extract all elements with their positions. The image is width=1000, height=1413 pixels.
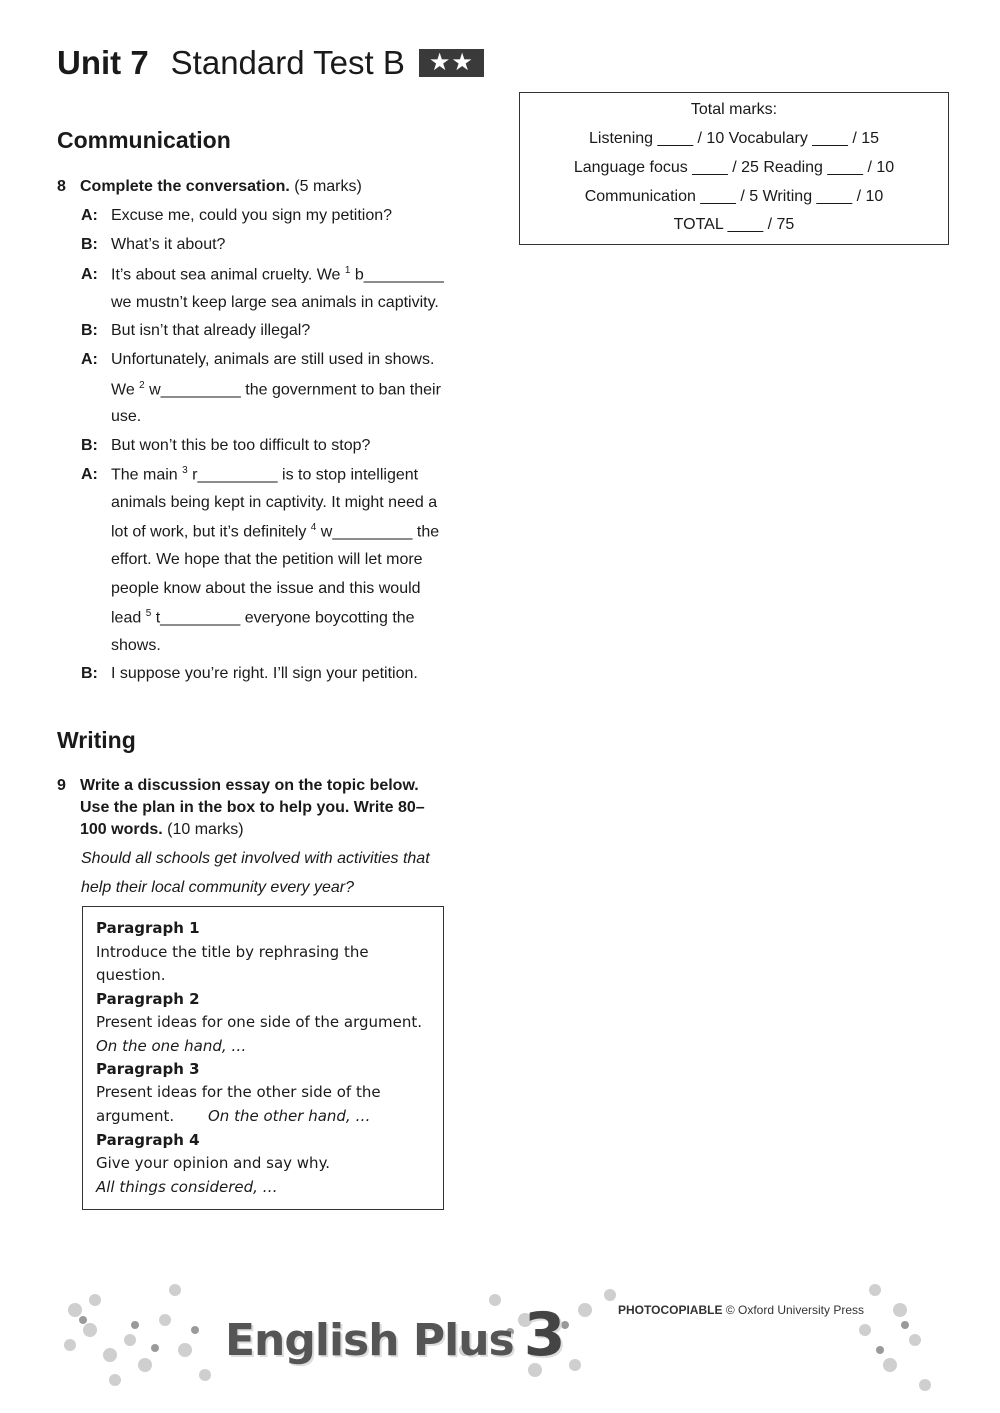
speaker-label: A:	[81, 351, 98, 368]
line-text: lot of work, but it’s definitely	[111, 523, 311, 541]
speaker-label: B:	[81, 322, 98, 339]
speaker-label: A:	[81, 266, 98, 284]
marks-row-3: Communication ____ / 5 Writing ____ / 10	[584, 188, 884, 205]
line-text: Unfortunately, animals are still used in shows.	[111, 351, 435, 368]
conversation-line	[111, 580, 421, 598]
question-instruction: Complete the conversation. (5 marks)	[80, 178, 362, 195]
conversation-line	[81, 351, 434, 369]
line-text: use.	[111, 408, 142, 425]
gap-blank-text: b_________	[350, 266, 444, 284]
paragraph-3-heading: Paragraph 3	[96, 1060, 200, 1078]
conversation-line	[111, 551, 423, 569]
gap-number: 3	[182, 465, 188, 476]
copyright-notice: PHOTOCOPIABLE © Oxford University Press	[618, 1303, 865, 1317]
conversation-line	[81, 665, 418, 683]
paragraph-3-line-1: Present ideas for the other side of the	[96, 1083, 381, 1101]
conversation-line	[111, 294, 439, 312]
question-instruction-line-3: 100 words. (10 marks)	[80, 821, 244, 838]
conversation-line	[111, 408, 141, 426]
conversation-line	[111, 494, 437, 512]
question-number: 8	[57, 178, 66, 195]
gap-number: 1	[344, 265, 351, 276]
paragraph-2-line-1: Present ideas for one side of the argument.	[96, 1013, 423, 1031]
line-text: But won’t this be too difficult to stop?	[111, 437, 371, 454]
conversation-line	[111, 522, 439, 541]
paragraph-3-line-2: argument. On the other hand, …	[96, 1107, 371, 1125]
conversation-line	[111, 637, 161, 655]
speaker-label: B:	[81, 236, 98, 253]
gap-blank-text: t_________ everyone boycotting the	[151, 609, 415, 627]
gap-blank-text: w_________ the government to ban their	[144, 381, 441, 399]
essay-topic-line-1: Should all schools get involved with activities that	[81, 850, 430, 867]
line-text: effort. We hope that the petition will let more	[111, 551, 423, 568]
essay-topic-line-2: help their local community every year?	[81, 879, 355, 896]
conversation-line	[111, 380, 441, 399]
marks-total: TOTAL ____ / 75	[673, 216, 795, 233]
line-text: What’s it about?	[111, 236, 226, 253]
gap-number: 4	[310, 522, 317, 533]
conversation-line	[81, 465, 418, 484]
conversation-line	[81, 437, 370, 455]
marks-row-2: Language focus ____ / 25 Reading ____ / 10	[573, 159, 895, 176]
line-text: people know about the issue and this would	[111, 580, 421, 597]
speaker-label: A:	[81, 466, 98, 484]
paragraph-2-heading: Paragraph 2	[96, 990, 200, 1008]
line-text: lead	[111, 609, 146, 627]
paragraph-1-line-1: Introduce the title by rephrasing the	[96, 943, 369, 961]
communication-heading: Communication	[57, 127, 231, 153]
footer	[55, 1270, 945, 1400]
unit-label: Unit 7	[57, 44, 149, 81]
gap-number: 5	[145, 608, 152, 619]
paragraph-1-heading: Paragraph 1	[96, 919, 200, 937]
essay-plan-box	[82, 906, 444, 1210]
conversation-line	[81, 265, 444, 284]
line-text: It’s about sea animal cruelty. We	[111, 266, 345, 284]
difficulty-stars-badge: ★★	[419, 49, 484, 77]
paragraph-1-line-2: question.	[96, 966, 166, 984]
paragraph-4-line-2: All things considered, …	[96, 1178, 278, 1196]
gap-blank-text: r_________ is to stop intelligent	[187, 466, 419, 484]
english-plus-logo: English Plus 3	[225, 1300, 565, 1370]
line-text: animals being kept in captivity. It might need a	[111, 494, 438, 511]
question-instruction-line-2: Use the plan in the box to help you. Write 80–	[80, 799, 425, 816]
line-text: The main	[111, 466, 183, 484]
line-text: Excuse me, could you sign my petition?	[111, 207, 393, 224]
paragraph-4-heading: Paragraph 4	[96, 1131, 200, 1149]
paragraph-4-line-1: Give your opinion and say why.	[96, 1154, 331, 1172]
gap-number: 2	[139, 380, 145, 391]
total-marks-box	[519, 92, 949, 245]
conversation-line	[81, 322, 310, 340]
conversation-line	[81, 236, 225, 254]
line-text: But isn’t that already illegal?	[111, 322, 311, 339]
question-number: 9	[57, 777, 66, 794]
paragraph-2-line-2: On the one hand, …	[96, 1037, 247, 1055]
page-title	[57, 44, 484, 82]
test-name: Standard Test B	[170, 44, 405, 81]
line-text: We	[111, 381, 140, 399]
question-instruction-line-1: Write a discussion essay on the topic below.	[80, 777, 419, 794]
marks-title: Total marks:	[690, 101, 778, 118]
speaker-label: B:	[81, 437, 98, 454]
conversation-line	[111, 608, 415, 627]
line-text: I suppose you’re right. I’ll sign your petition.	[111, 665, 418, 682]
line-text: we mustn’t keep large sea animals in captivity.	[111, 294, 439, 311]
writing-heading: Writing	[57, 727, 136, 753]
conversation-line	[81, 207, 392, 225]
speaker-label: B:	[81, 665, 98, 682]
gap-blank-text: w_________ the	[316, 523, 440, 541]
marks-row-1: Listening ____ / 10 Vocabulary ____ / 15	[589, 130, 879, 147]
line-text: shows.	[111, 637, 161, 654]
speaker-label: A:	[81, 207, 98, 224]
